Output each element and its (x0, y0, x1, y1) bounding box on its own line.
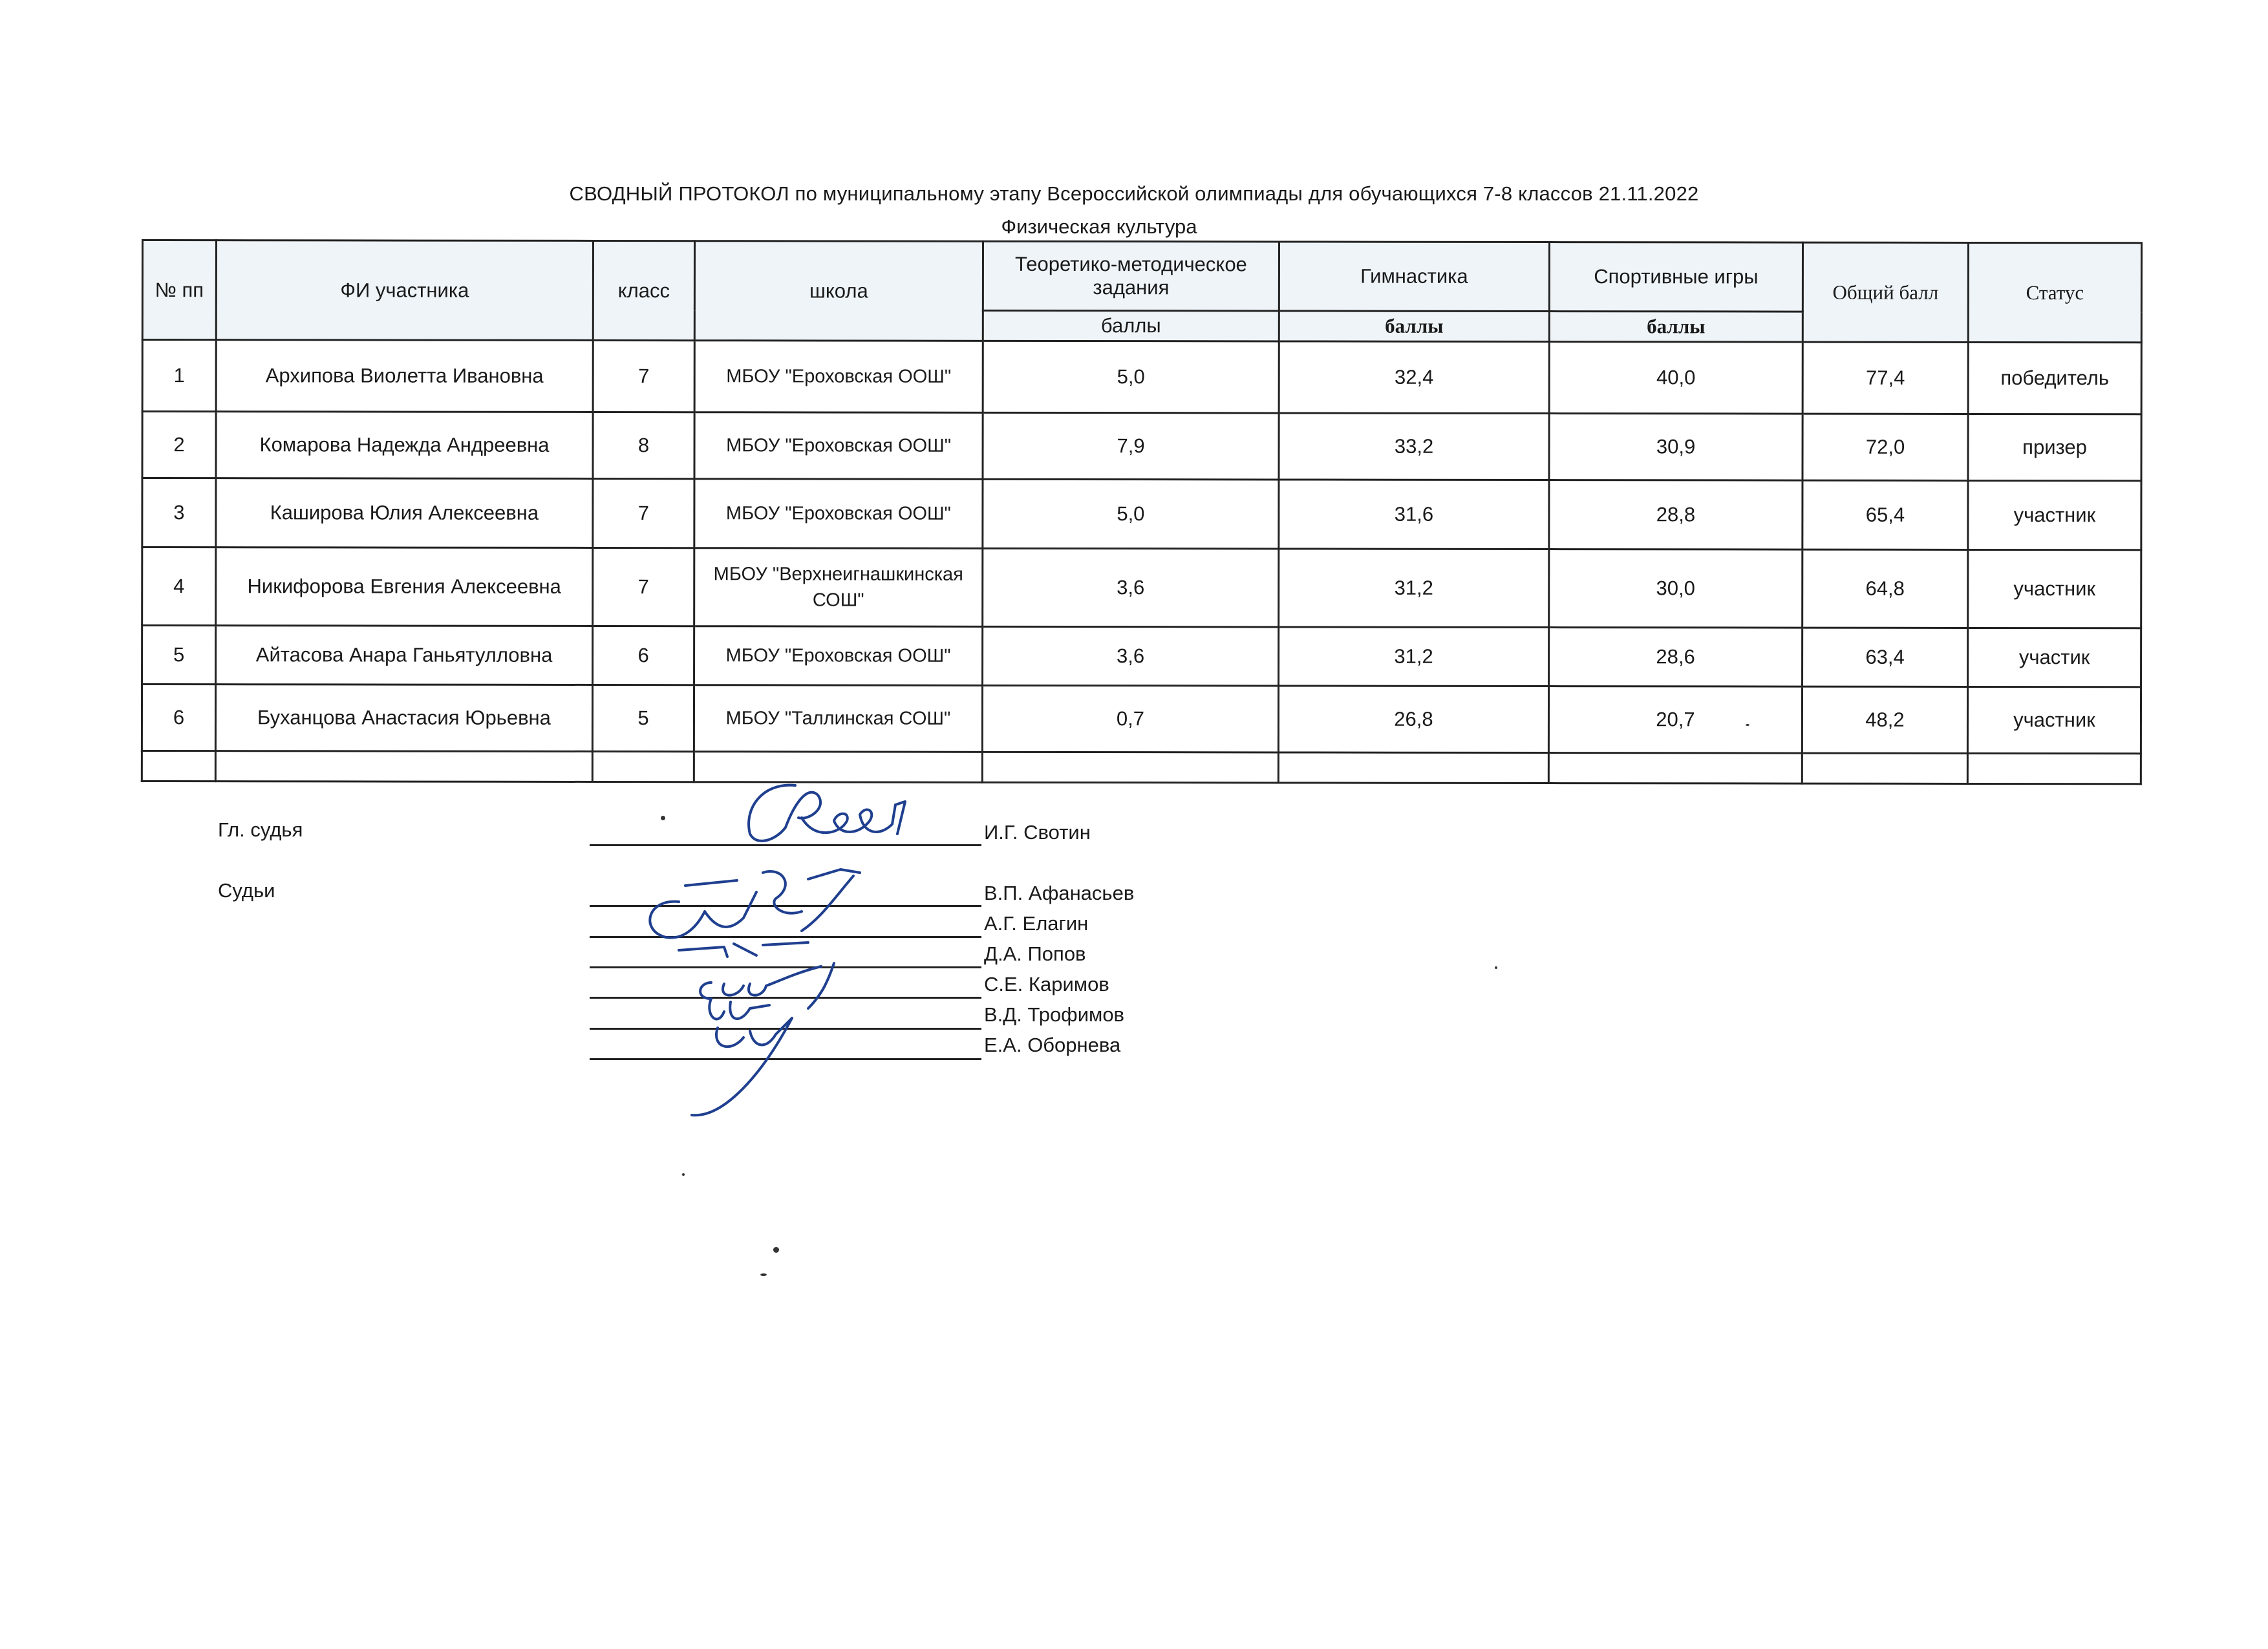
cell-theory: 5,0 (983, 479, 1279, 549)
judges-label: Судьи (218, 879, 275, 902)
cell-num: 6 (142, 685, 215, 751)
cell-total: 64,8 (1803, 549, 1968, 628)
header-status: Статус (1968, 242, 2141, 342)
cell-school: МБОУ "Ероховская ООШ" (694, 412, 983, 480)
empty-cell (592, 751, 694, 782)
cell-name: Архипова Виолетта Ивановна (216, 340, 593, 412)
cell-total: 63,4 (1803, 628, 1968, 686)
cell-games: 30,0 (1549, 549, 1803, 628)
table-row (142, 340, 2141, 414)
header-num: № пп (142, 240, 216, 340)
cell-grade: 7 (593, 340, 694, 412)
header-school: школа (694, 241, 983, 341)
cell-total: 72,0 (1803, 414, 1968, 480)
cell-num: 3 (142, 478, 216, 548)
subheader-games: баллы (1549, 312, 1803, 343)
subheader-gymnastics: баллы (1279, 311, 1549, 342)
cell-school: МБОУ "Таллинская СОШ" (694, 685, 982, 752)
cell-games: 30,9 (1549, 414, 1803, 481)
cell-total: 77,4 (1803, 342, 1968, 414)
judge-signature-line (590, 936, 981, 938)
scan-speck (1495, 966, 1497, 969)
judge-signature-stroke (650, 869, 860, 938)
cell-status: участик (1968, 628, 2141, 686)
cell-num: 4 (142, 548, 216, 626)
scan-speck (661, 816, 665, 820)
cell-gymnastics: 32,4 (1279, 341, 1549, 414)
cell-status: участник (1968, 480, 2141, 549)
table-row-empty (142, 751, 2141, 784)
cell-grade: 7 (593, 478, 694, 548)
cell-gymnastics: 31,2 (1279, 627, 1549, 686)
empty-cell (1278, 752, 1548, 783)
judge-name: А.Г. Елагин (984, 912, 1089, 935)
judge-name: В.Д. Трофимов (984, 1003, 1125, 1026)
cell-school: МБОУ "Ероховская ООШ" (694, 341, 983, 413)
cell-num: 2 (142, 412, 216, 478)
empty-cell (1967, 753, 2141, 783)
judge-signature-line (590, 966, 981, 968)
table-row (142, 412, 2141, 481)
document-subtitle: Физическая культура (1001, 215, 1197, 238)
cell-name: Буханцова Анастасия Юрьевна (215, 685, 592, 752)
chief-judge-label: Гл. судья (218, 818, 303, 841)
empty-cell (215, 751, 592, 782)
cell-school: МБОУ "Верхнеигнашкинская СОШ" (694, 548, 983, 627)
cell-school: МБОУ "Ероховская ООШ" (694, 626, 983, 686)
judge-name: С.Е. Каримов (984, 973, 1109, 995)
cell-status: участник (1968, 549, 2141, 628)
scan-speck (682, 1173, 685, 1176)
header-grade: класс (593, 240, 694, 340)
header-name: ФИ участника (216, 240, 593, 341)
cell-total: 48,2 (1802, 686, 1967, 753)
cell-theory: 3,6 (983, 626, 1279, 686)
scan-speck (773, 1247, 779, 1253)
judge-name: Д.А. Попов (984, 942, 1086, 965)
judge-signature-stroke (700, 963, 834, 1008)
results-table (141, 239, 2143, 785)
cell-grade: 5 (592, 685, 694, 751)
cell-status: участник (1967, 686, 2141, 753)
judge-name: Е.А. Оборнева (984, 1034, 1121, 1056)
cell-total: 65,4 (1803, 480, 1968, 549)
scan-speck (760, 1273, 767, 1276)
header-gymnastics: Гимнастика (1279, 242, 1549, 312)
chief-signature-stroke (749, 785, 905, 841)
cell-num: 1 (142, 340, 216, 412)
chief-signature-line (590, 844, 981, 846)
judge-signature-stroke (709, 999, 769, 1019)
cell-name: Айтасова Анара Ганьятулловна (216, 626, 593, 685)
table-row (142, 548, 2141, 628)
judge-signature-line (590, 997, 981, 999)
empty-cell (694, 752, 982, 783)
cell-games: 28,8 (1549, 480, 1803, 550)
cell-games: 40,0 (1549, 342, 1803, 414)
cell-status: призер (1968, 414, 2141, 480)
document-title: СВОДНЫЙ ПРОТОКОЛ по муниципальному этапу Всероссийской олимпиады для обучающихся 7-8 классов 21.11.2022 (569, 182, 1699, 205)
cell-games: 20,7 (1548, 686, 1802, 754)
chief-judge-name: И.Г. Свотин (984, 821, 1091, 844)
header-total: Общий балл (1803, 242, 1968, 342)
cell-theory: 7,9 (983, 412, 1279, 480)
header-theory: Теоретико-методическое задания (983, 241, 1279, 311)
cell-status: победитель (1968, 342, 2141, 414)
empty-cell (982, 752, 1278, 783)
judge-signature-stroke (679, 942, 808, 957)
table-row (142, 626, 2141, 687)
cell-gymnastics: 33,2 (1279, 413, 1549, 480)
cell-theory: 0,7 (982, 685, 1278, 752)
cell-grade: 6 (593, 626, 694, 685)
judge-signature-line (590, 905, 981, 907)
judge-signature-line (590, 1028, 981, 1030)
judge-signature-line (590, 1058, 981, 1060)
subheader-theory: баллы (983, 310, 1279, 341)
judge-name: В.П. Афанасьев (984, 882, 1135, 904)
cell-num: 5 (142, 626, 216, 685)
empty-cell (1548, 753, 1802, 784)
cell-grade: 8 (593, 412, 694, 478)
cell-theory: 5,0 (983, 341, 1279, 413)
judge-signature-stroke (692, 1018, 792, 1115)
cell-gymnastics: 31,6 (1279, 480, 1549, 549)
table-row (142, 478, 2141, 550)
header-games: Спортивные игры (1549, 242, 1803, 312)
cell-grade: 7 (593, 548, 694, 626)
cell-name: Никифорова Евгения Алексеевна (216, 548, 593, 626)
cell-name: Комарова Надежда Андреевна (216, 412, 593, 479)
cell-gymnastics: 31,2 (1279, 549, 1549, 628)
empty-cell (1802, 753, 1967, 783)
empty-cell (142, 751, 215, 782)
cell-name: Каширова Юлия Алексеевна (216, 478, 593, 548)
cell-gymnastics: 26,8 (1278, 686, 1548, 753)
cell-school: МБОУ "Ероховская ООШ" (694, 479, 983, 549)
table-row (142, 685, 2141, 754)
cell-theory: 3,6 (983, 548, 1279, 627)
cell-games: 28,6 (1549, 628, 1803, 687)
